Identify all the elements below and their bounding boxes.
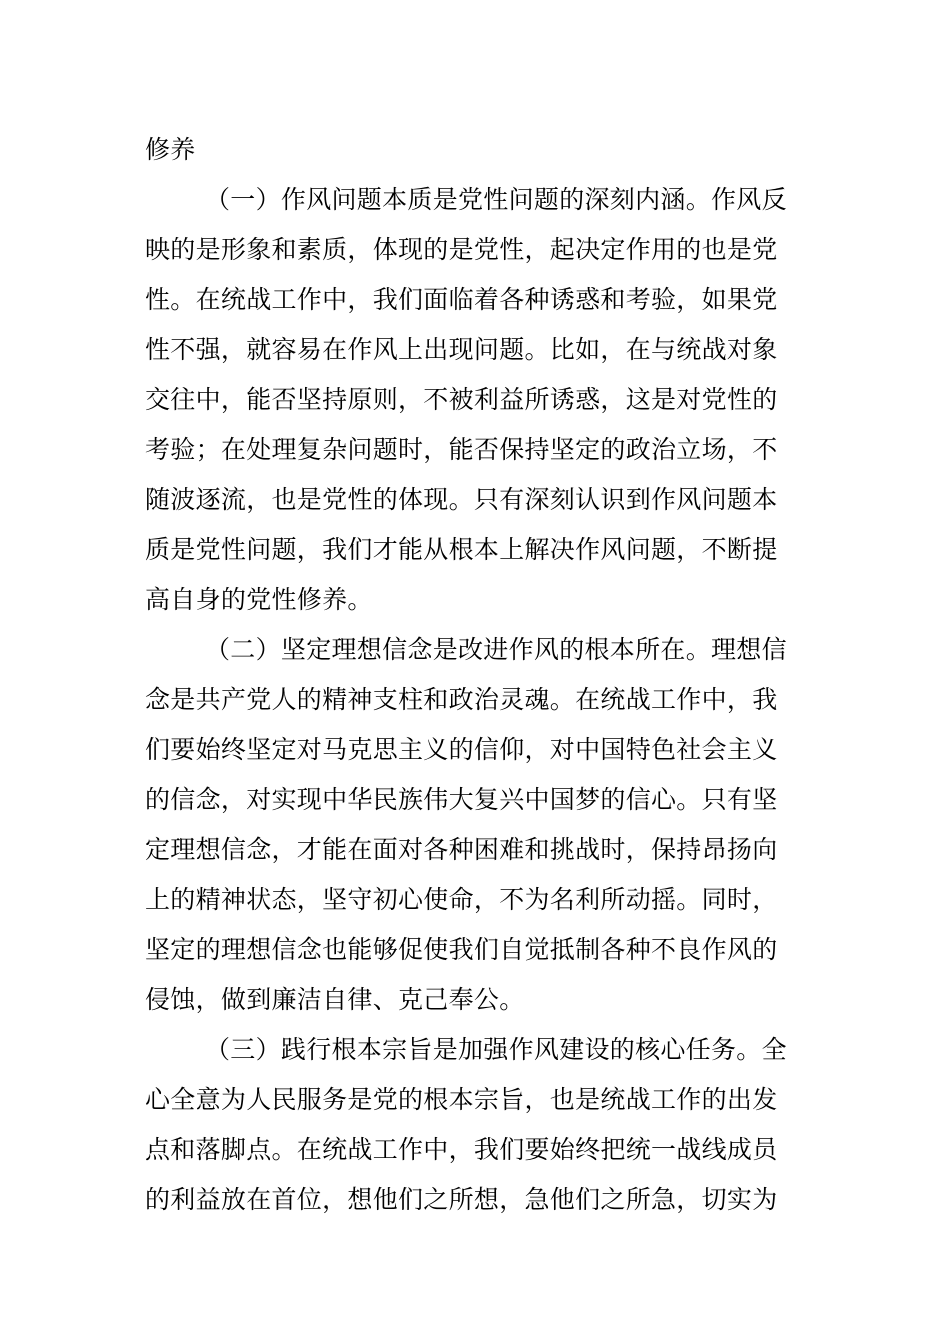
text-line: 高自身的党性修养。 [145, 585, 373, 614]
text-line: 上的精神状态，坚守初心使命，不为名利所动摇。同时， [145, 885, 778, 914]
text-line: 坚定的理想信念也能够促使我们自觉抵制各种不良作风的 [145, 935, 778, 964]
text-line: 交往中，能否坚持原则，不被利益所诱惑，这是对党性的 [145, 385, 778, 414]
text-line: 定理想信念，才能在面对各种困难和挑战时，保持昂扬向 [145, 835, 778, 864]
section-heading-line: （三）践行根本宗旨是加强作风建设的核心任务。全 [205, 1035, 787, 1064]
text-line: 心全意为人民服务是党的根本宗旨，也是统战工作的出发 [145, 1085, 778, 1114]
section-heading-line: （二）坚定理想信念是改进作风的根本所在。理想信 [205, 635, 787, 664]
text-line: 映的是形象和素质，体现的是党性，起决定作用的也是党 [145, 235, 778, 264]
text-line: 的信念，对实现中华民族伟大复兴中国梦的信心。只有坚 [145, 785, 778, 814]
text-line: 点和落脚点。在统战工作中，我们要始终把统一战线成员 [145, 1135, 778, 1164]
text-line: 质是党性问题，我们才能从根本上解决作风问题，不断提 [145, 535, 778, 564]
text-line: 性不强，就容易在作风上出现问题。比如，在与统战对象 [145, 335, 778, 364]
text-line: 修养 [145, 135, 196, 164]
text-line: 随波逐流，也是党性的体现。只有深刻认识到作风问题本 [145, 485, 778, 514]
text-line: 侵蚀，做到廉洁自律、克己奉公。 [145, 985, 525, 1014]
text-line: 的利益放在首位，想他们之所想，急他们之所急，切实为 [145, 1185, 778, 1214]
text-line: 们要始终坚定对马克思主义的信仰，对中国特色社会主义 [145, 735, 778, 764]
text-line: 念是共产党人的精神支柱和政治灵魂。在统战工作中，我 [145, 685, 778, 714]
text-line: 性。在统战工作中，我们面临着各种诱惑和考验，如果党 [145, 285, 778, 314]
text-line: 考验；在处理复杂问题时，能否保持坚定的政治立场，不 [145, 435, 778, 464]
section-heading-line: （一）作风问题本质是党性问题的深刻内涵。作风反 [205, 185, 787, 214]
